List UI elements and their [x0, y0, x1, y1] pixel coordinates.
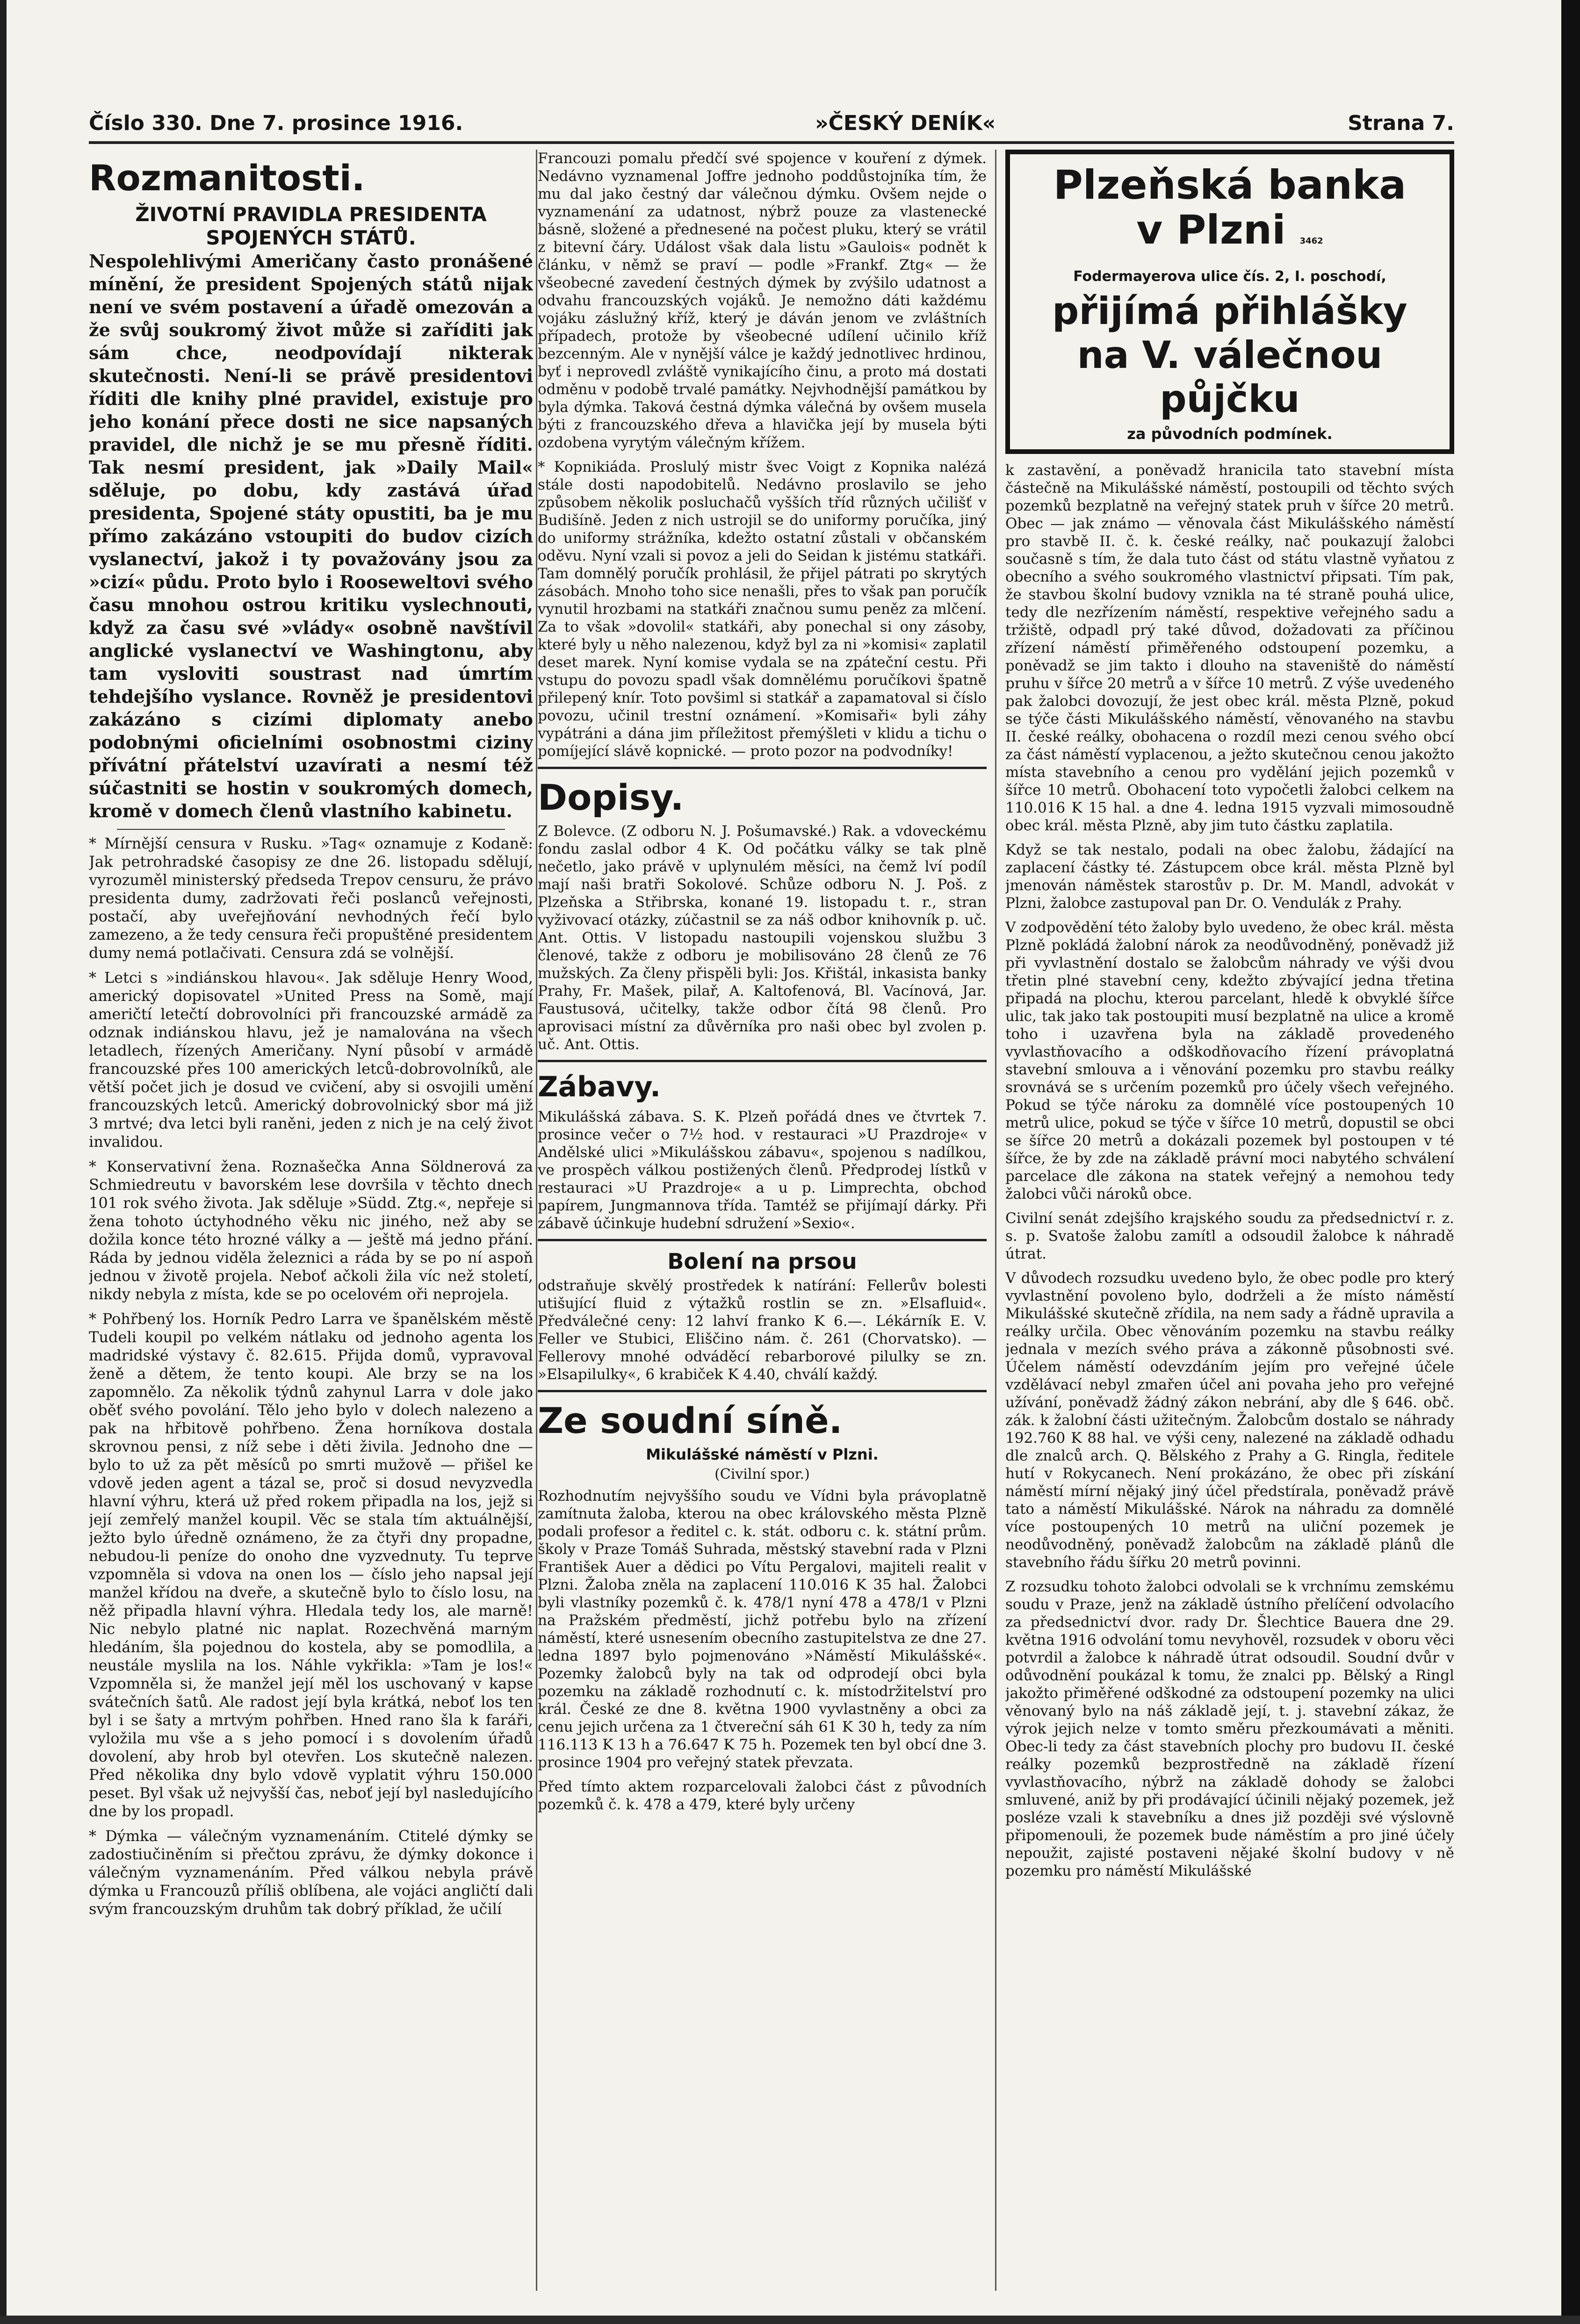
- article-paragraph: * Dýmka — válečným vyznamenáním. Ctitelé dýmky se zadostiučiněním si přečtou zprávu, že dýmky dokonce i válečným vyznamenáním. Před válkou nebyla právě dýmka u Francouzů příliš oblíbena, ale vojáci angličtí dali svým francouzským druhům tak dobrý příklad, že učilí: [89, 1827, 533, 1918]
- section-title-dopisy: Dopisy.: [538, 777, 684, 818]
- divider: [538, 1060, 987, 1062]
- article-paragraph: V zodpovědění této žaloby bylo uvedeno, že obec král. města Plzně pokládá žalobní nárok za neodůvodněný, poněvadž již při vyvlastnění dostalo se žalobcům náhrady ve výši dvou třetin plné stavební ceny, kdežto zbývající jedna třetina připadá na plochu, kterou parcelant, hledě k obvyklé šířce ulic, tak jako tak postoupiti musí bezplatně na ulice a kromě toho i uzavřena byla na základě provedeného vyvlastňovacího a odškodňovacího řízení právoplatná stavební smlouva a i věnování pozemku pro stavbu reálky srovnává se s určením pozemků pro účely všech veřejného. Pokud se týče nároku za domnělé více postoupených 10 metrů ulice, pokud se týče v šířce 10 metrů, dopustil se obci se šířce 20 metrů a dokázali pozemek byl postoupen v té šířce, že by zde na základě právní moci nabytého schválení parcelace dle zákona na statek veřejný a nemohou tedy žalobci vůči nároků obce.: [1005, 919, 1454, 1202]
- article-paragraph: * Konservativní žena. Roznašečka Anna Söldnerová za Schmiedreutu v bavorském lese dovršila v těchto dnech 101 rok svého života. Jak sděluje »Südd. Ztg.«, nepřeje si žena tohoto úctyhodného věku nic jiného, než aby se dožila konce této hrozné války a — ještě má jedno přání. Ráda by jednou viděla železnici a ráda by se po ní aspoň jednou v životě projela. Neboť ačkoli žila víc než století, nikdy nebyla z místa, kde se po ocelovém oři neprojela.: [89, 1158, 533, 1303]
- divider: [538, 1239, 987, 1241]
- issue-date: Číslo 330. Dne 7. prosince 1916.: [89, 111, 463, 135]
- page-number: Strana 7.: [1348, 111, 1454, 135]
- advert-text: odstraňuje skvělý prostředek k natírání: Fellerův bolesti utišující fluid z výtažků rostlin se zn. »Elsafluid«. Předválečné ceny: 12 lahví franko K 6.—. Lékárník E. V. Feller ve Stubici, Eliščino nám. č. 261 (Chorvatsko). — Fellerovy mnohé odváděcí rebarborové pilulky se zn. »Elsapilulky«, 6 krabiček K 4.40, chválí každý.: [538, 1277, 987, 1383]
- article-paragraph: Z Bolevce. (Z odboru N. J. Pošumavské.) Rak. a vdoveckému fondu zaslal odbor 4 K. Od počátku války se tak plně nečetlo, jako právě v uplynulém měsíci, na čemž lví podíl mají naši bratři Sokolové. Schůze odboru N. J. Poš. z Plzeňska a Střibrska, konané 19. listopadu t. r., stran vyživovací otázky, zúčastnil se za náš odbor knihovník p. uč. Ant. Ottis. V listopadu nastoupili vojenskou službu 3 členové, takže z odboru je mobilisováno 28 členů ze 76 mužských. Za členy přispěli byli: Jos. Křištál, inkasista banky Prahy, Fr. Mašek, pilař, A. Kaltofenová, Bl. Vacínová, Jar. Faustusová, učitelky, takže odbor čítá 98 členů. Pro aprovisaci místní za důvěrníka pro naši obec byl zvolen p. uč. Ant. Ottis.: [538, 823, 987, 1053]
- article-title: ŽIVOTNÍ PRAVIDLA PRESIDENTA SPOJENÝCH STÁTŮ.: [135, 203, 487, 249]
- article-paragraph: Rozhodnutím nejvyššího soudu ve Vídni byla právoplatně zamítnuta žaloba, kterou na obec královského města Plzně podali profesor a ředitel c. k. stát. odboru c. k. státní prům. školy v Praze Tomáš Suhrada, městský stavební rada v Plzni František Auer a dědici po Vítu Pergalovi, majiteli realit v Plzni. Žaloba zněla na zaplacení 110.016 K 35 hal. Žalobci byli vlastníky pozemků č. k. 478/1 nyní 478 a 478/1 v Plzni na Pražském předměstí, jichž potřebu bylo na zřízení náměstí, které usnesením obecního zastupitelstva ze dne 27. ledna 1897 bylo pojmenováno »Náměstí Mikulášské«. Pozemky žalobců byly na tak od odprodejí obci byla pozemku na základě rozhodnutí c. k. místodržitelství pro král. České ze dne 8. května 1900 vyvlastněny a obci za cenu jejich určena za 1 čtvereční sáh 61 K 30 h, tedy za ním 116.113 K 13 h a 76.647 K 75 h. Pozemek ten byl obcí dne 3. prosince 1904 pro veřejný statek převzata.: [538, 1488, 987, 1771]
- article-paragraph: * Pohřbený los. Horník Pedro Larra ve španělském městě Tudeli koupil po velkém nátlaku od jednoho agenta los madridské výstavy č. 82.615. Přijda domů, vypravoval ženě a dětem, že tento koupi. Ale brzy se na los zapomnělo. Za několik týdnů zahynul Larra v dole jako oběť svého povolání. Tělo jeho bylo v dolech nalezeno a pak na hřbitově pohřbeno. Žena horníkova dostala skrovnou pensi, z níž sebe i děti živila. Jednoho dne — bylo to už za pět měsíců po smrti mužově — přišel ke vdově jeden agent a tázal se, proč si dosud nevyzvedla hlavní výhru, která už před rokem připadla na los, jejž si její zemřelý manžel koupil. Věc se stala tím aktuálnější, ježto bylo úředně oznámeno, že za čtyři dny propadne, nebudou-li peníze do onoho dne vyzvednuty. Tu teprve vzpomněla si vdova na onen los — číslo jeho napsal její manžel křídou na dveře, a skutečně bylo to číslo losu, na něž připadla hlavní výhra. Hledala tedy los, ale marně! Nic nebylo platné nic naplat. Rozechvěná marným hledáním, šla pojednou do kostela, aby se pomodlila, a neustále myslila na los. Náhle vykřikla: »Tam je los!« Vzpomněla si, že manžel její měl los uschovaný v kapse svátečních šatů. Ale radost její byla krátká, neboť los ten byl i se šaty a mrtvým pohřben. Hned rano šla k faráři, vyložila mu vše a s jeho pomocí i s dovolením úřadů dovolení, aby hrob byl otevřen. Los skutečně nalezen. Před několika dny bylo vdově vyplatit výhru 150.000 peset. Byl však už nejvyšší čas, neboť její byl nasledujícího dne by los propadl.: [89, 1310, 533, 1820]
- article-paragraph: k zastavění, a poněvadž hranicila tato stavební místa částečně na Mikulášské náměstí, postoupili od těchto svých pozemků bezplatně na veřejný statek pruh v šířce 20 metrů. Obec — jak známo — věnovala část Mikulášského náměstí pro stavbě II. č. k. české reálky, nač poukazují žalobci současně s tím, že dala tuto část od státu vlastně vyňatou z obecního a svého soukromého vlastnictví připsati. Tím pak, že stavbou školní budovy vznikla na té straně pouhá ulice, tedy dle nezřízením náměstí, respektive veřejného sadu a tržiště, odpadl prý také důvod, dožadovati za příčinou zřízení náměstí přiměřeného odstoupení pozemku, a poněvadž se jim takto i dlouho na staveniště do náměstí pruhu v šířce 20 metrů a v šířce 10 metrů. Z výše uvedeného pak žalobci dovozují, že jest obec král. města Plzně, pokud se týče části Mikulášského náměstí, věnovaného na stavbu II. české reálky, obohacena o rozdíl mezi cenou svého obcí za část náměstí vyplacenou, a ježto skutečnou cenou jakožto místa stavebního a cenou pro vydělání jejich pozemků v šířce 10 metrů. Obohacení toto vypočetli žalobci celkem na 110.016 K 15 hal. a dne 4. ledna 1915 vyzvali mimosoudně obec král. města Plzně, aby jim tuto částku zaplatila.: [1005, 462, 1454, 834]
- advert-headline-2: na V. válečnou půjčku: [1077, 333, 1383, 421]
- advert-headline: přijímá přihlášky: [1052, 289, 1407, 333]
- scan-edge-right: [1561, 0, 1580, 2324]
- divider: [117, 829, 505, 830]
- column-rule: [536, 150, 537, 2291]
- section-title-court: Ze soudní síně.: [538, 1400, 843, 1441]
- article-paragraph: Před tímto aktem rozparcelovali žalobci část z původních pozemků č. k. 478 a 479, které byly určeny: [538, 1778, 987, 1813]
- column-2: [538, 150, 987, 2300]
- scan-edge-bottom: [0, 2316, 1580, 2324]
- column-rule: [995, 150, 996, 2291]
- column-3: [1005, 150, 1454, 2300]
- advert-title: Bolení na prsou: [667, 1249, 857, 1274]
- scan-edge-left: [0, 0, 7, 2324]
- article-paragraph: * Letci s »indiánskou hlavou«. Jak sděluje Henry Wood, americký dopisovatel »United Press na Somě, mají američtí letečtí dobrovolníci při francouzské armádě za odznak indiánskou hlavu, jež je namalována na všech letadlech, řízených Američany. Nyní působí v armádě francouzské přes 100 amerických letců-dobrovolníků, ale větší počet jich je dosud ve cvičení, aby si osvojili umění francouzských letců. Americký dobrovolnický sbor má již 3 mrtvé; dva letci byli raněni, jeden z nich je na celý život invalidou.: [89, 969, 533, 1151]
- divider: [538, 767, 987, 769]
- court-subtitle: Mikulášské náměstí v Plzni.: [646, 1446, 879, 1463]
- article-paragraph: Z rozsudku tohoto žalobci odvolali se k vrchnímu zemskému soudu v Praze, jenž na základě ústního přelíčení odvolacího za předsednictví dvor. rady Dr. Šlechtice Bauera dne 29. května 1916 odvolání tomu nevyhověl, rozsudek v oboru věci potvrdil a žalobce k náhradě útrat odsoudil. Soudní dvůr v odůvodnění poukázal k tomu, že znalci pp. Bělský a Ringl jakožto přiměřené odškodné za odstoupení pozemky na ulici věnovaný bylo na náš základě její, t. j. stavební zákaz, že výrok jejich nelze v tomto směru přezkoumávati a měniti. Obec-li tedy za část stavebních plochy pro budovu II. české reálky pozemků bezprostředně na základě řízení vyvlastňovacího, nýbrž na základě dohody se žalobci smluvené, aniž by při prodávající účinili nějaký pozemek, jež posléze vzali k stavebníku a dnes již později své výslovně připomenouli, že pozemek bude náměstím a pro jiné účely nepoužit, zajisté postaveni nějaké školní budovy v ně pozemku pro náměstí Mikulášské: [1005, 1578, 1454, 1879]
- divider: [538, 1390, 987, 1392]
- column-1: [89, 150, 533, 2300]
- advert-city: v Plzni 3462: [1136, 207, 1323, 253]
- bank-advert: [1005, 150, 1454, 454]
- article-paragraph: V důvodech rozsudku uvedeno bylo, že obec podle pro který vyvlastnění povoleno bylo, dodrželi a že místo náměstí Mikulášské skutečně zřídila, na nem sady a řádně upravila a reálky určila. Obec věnováním pozemku na stavbu reálky jednala v mezích svého práva a zákonně působnosti své. Účelem náměstí odevzdáním jejím pro veřejné účele vzdělávací nebyl zmařen účel ani povaha jeho pro veřejné užívání, poněvadž žádný zákon nebrání, aby dle § 646. obč. zák. k žalobní části užitečným. Žalobcům dostalo se náhrady 192.760 K 88 hal. ve výši ceny, nalezené na základě odhadu dle znalců arch. Q. Bělského z Prahy a G. Ringla, ředitele hutí v Rokycanech. Není prokázáno, že obec při získání náměstí mírní nějaký jiný účel předstírala, poněvadž právě tato a náměstí Mikulášské. Nárok na náhradu za domnělé více postoupených 10 metrů na uliční pozemek je neodůvodněný, poněvadž žalobcům na základě plánů dle stavebního řádu šířku 20 metrů povinni.: [1005, 1270, 1454, 1571]
- advert-number: 3462: [1299, 236, 1323, 246]
- article-paragraph: Civilní senát zdejšího krajského soudu za předsednictví r. z. s. p. Svatoše žalobu zamítl a odsoudil žalobce k náhradě útrat.: [1005, 1210, 1454, 1262]
- article-paragraph: * Mírnější censura v Rusku. »Tag« oznamuje z Kodaně: Jak petrohradské časopisy ze dne 26. listopadu sdělují, vyrozuměl ministerský předseda Trepov censuru, že právo presidenta dumy, zadržovati řeči poslanců veřejnosti, postačí, aby uveřejňování nevhodných řečí bylo zamezeno, a že tedy censura řeči propuštěné presidentem dumy nemá potlačivati. Censura zdá se volnější.: [89, 835, 533, 962]
- article-paragraph: Francouzi pomalu předčí své spojence v kouření z dýmek. Nedávno vyznamenal Joffre jednoho poddůstojníka tím, že mu dal jako čestný dar válečnou dýmku. Ovšem nejde o vyznamenání za udatnost, nýbrž pouze za vlastenecké básně, složené a přednesené na počest pluku, který se vrátil z bitevní čáry. Událost však dala listu »Gaulois« podnět k článku, v němž se praví — podle »Frankf. Ztg« — že všeobecné zavedení čestných dýmek by zvýšilo udatnost a odvahu francouzských vojáků. Je nemožno dáti každému vojáku záslužný kříž, který je dáván jenom ve zvláštních případech, protože by všeobecné udílení učinilo kříž bezcenným. Ale v nynější válce je každý jednotlivec hrdinou, byť i neprovedl zvláště vynikajícího činu, a proto má dostati odměnu v podobě trvalé památky. Nejvhodnější památkou by byla dýmka. Taková čestná dýmka válečná by ovšem musela býti z francouzského dřeva a hlavička její by musela býti ozdobena vyrytým válečným křížem.: [538, 150, 987, 451]
- advert-address: Fodermayerova ulice čís. 2, I. poschodí,: [1073, 268, 1386, 285]
- section-title-zabavy: Zábavy.: [538, 1071, 661, 1103]
- masthead-rule: [89, 141, 1454, 144]
- masthead: [89, 107, 1454, 139]
- article-paragraph: Když se tak nestalo, podali na obec žalobu, žádající na zaplacení částky té. Zástupcem obce král. města Plzně byl jmenován náměstek starostův p. Dr. M. Mandl, advokát v Plzni, žalobce zastupoval pan Dr. O. Vendulák z Prahy.: [1005, 842, 1454, 912]
- article-paragraph: * Kopnikiáda. Proslulý mistr švec Voigt z Kopnika nalézá stále dosti napodobitelů. Nedávno proslavilo se jeho způsobem několik posluchačů vyšších tříd různých učilišť v Budišíně. Jeden z nich ustrojil se do uniformy poručíka, jiný do uniformy strážníka, kdežto ostatní zůstali v občanském oděvu. Nyní vzali si povoz a jeli do Seidan k jistému statkáři. Tam domnělý poručík prohlásil, že přijel pátrati po skrytých zásobách. Mnoho toho sice nenašli, přes to však pan poručík vynutil hrozbami na statkáři značnou sumu peněz za mlčení. Za to však »dovolil« statkáři, aby ponechal si ony zásoby, které byly u něho nalezenou, když byl za ni »komisi« zaplatil deset marek. Nyní komise vydala se na zpáteční cestu. Při vstupu do povozu spadl však domnělému poručíkovi špatně přilepený knír. Toto povšiml si statkář a zapamatoval si číslo povozu, učinil trestní oznámení. »Komisaři« byli záhy vypátráni a dána jim příležitost přemýšleti v klidu a tichu o pomíjející slávě kopnické. — proto pozor na podvodníky!: [538, 459, 987, 760]
- article-lead: Nespolehlivými Američany často pronášené mínění, že president Spojených států nijak není ve svém postavení a úřadě omezován a že svůj soukromý život může si zaříditi jak sám chce, neodpovídají nikterak skutečnosti. Není-li se právě presidentovi říditi dle knihy plné pravidel, existuje pro jeho konání přece dosti ne sice napsaných pravidel, dle nichž je se mu přesně říditi. Tak nesmí president, jak »Daily Mail« sděluje, po dobu, kdy zastává úřad presidenta, Spojené státy opustiti, ba je mu přímo zakázáno vstoupiti do budov cizích vyslanectví, jakož i ty považovány jsou za »cizí« půdu. Proto bylo i Rooseweltovi svého času mnohou ostrou kritiku vyslechnouti, když za času své »vlády« osobně navštívil anglické vyslanectví ve Washingtonu, aby tam vysloviti soustrast nad úmrtím tehdejšího vyslance. Rovněž je presidentovi zakázáno s cizími diplomaty anebo podobnými oficielními osobnostmi ciziny přívátní přátelství uzavírati a nesmí též súčastniti se hostin v soukromých domech, kromě v domech členů vlastního kabinetu.: [89, 251, 533, 821]
- court-subtitle-2: (Civilní spor.): [714, 1466, 810, 1482]
- section-title: Rozmanitosti.: [89, 157, 365, 199]
- advert-conditions: za původních podmínek.: [1127, 425, 1333, 443]
- advert-bank-name: Plzeňská banka: [1053, 162, 1407, 209]
- paper-name: »ČESKÝ DENÍK«: [815, 111, 996, 135]
- article-paragraph: Mikulášská zábava. S. K. Plzeň pořádá dnes ve čtvrtek 7. prosince večer o 7½ hod. v restauraci »U Prazdroje« v Andělské ulici »Mikulášskou zábavu«, spojenou s nadílkou, ve prospěch válkou postižených členů. Předprodej lístků v restauraci »U Prazdroje« a u p. Limprechta, obchod papírem, Jungmannova třída. Tamtéž se přijímají dárky. Při zábavě účinkuje hudební sdružení »Sexio«.: [538, 1108, 987, 1232]
